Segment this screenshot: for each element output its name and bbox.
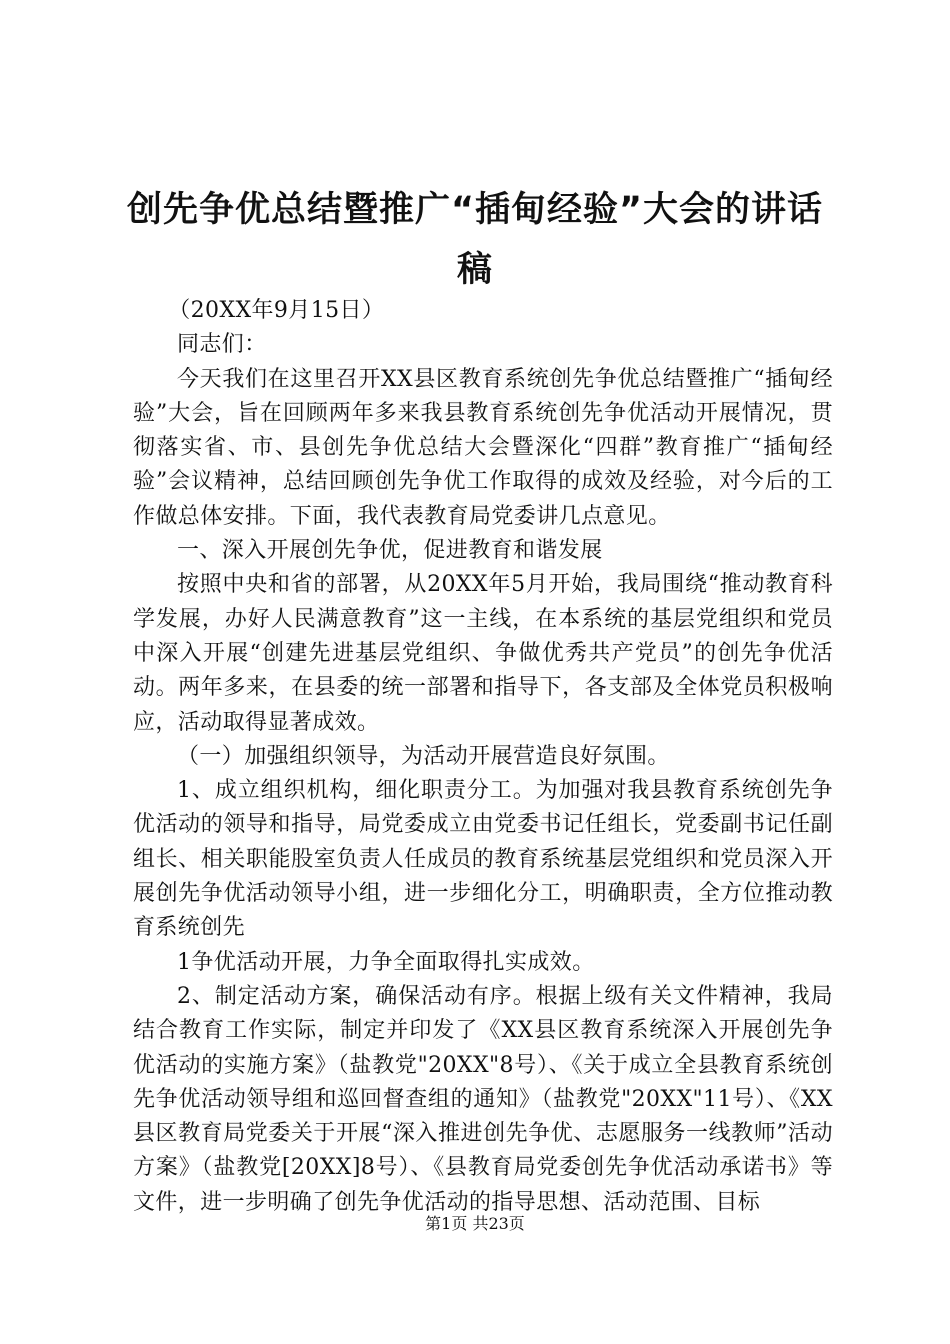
paragraph-section-1: 按照中央和省的部署，从20XX年5月开始，我局围绕“推动教育科学发展，办好人民满意教育”这一主线，在本系统的基层党组织和党员中深入开展“创建先进基层党组织、争做优秀共产党员”的创先争优活动。两年多来，在县委的统一部署和指导下，各支部及全体党员积极响应，活动取得显著成效。 xyxy=(133,572,833,735)
paragraph-intro: 今天我们在这里召开XX县区教育系统创先争优总结暨推广“插甸经验”大会，旨在回顾两年多来我县教育系统创先争优活动开展情况，贯彻落实省、市、县创先争优总结大会暨深化“四群”教育推广“插甸经验”会议精神，总结回顾创先争优工作取得的成效及经验，对今后的工作做总体安排。下面，我代表教育局党委讲几点意见。 xyxy=(133,366,833,529)
speech-date: （20XX年9月15日） xyxy=(168,298,385,323)
paragraph-item-2: 2、制定活动方案，确保活动有序。根据上级有关文件精神，我局结合教育工作实际，制定并印发了《XX县区教育系统深入开展创先争优活动的实施方案》（盐教党"20XX"8号）、《关于成立全县教育系统创先争优活动领导组和巡回督查组的通知》（盐教党"20XX"11号）、《XX县区教育局党委关于开展“深入推进创先争优、志愿服务一线教师”活动方案》（盐教党[20XX]8号）、《县教育局党委创先争优活动承诺书》等文件，进一步明确了创先争优活动的指导思想、活动范围、目标 xyxy=(133,983,833,1215)
salutation: 同志们： xyxy=(177,332,267,358)
subsection-heading-1: （一）加强组织领导，为活动开展营造良好氛围。 xyxy=(177,743,670,769)
document-title-line-1: 创先争优总结暨推广“插甸经验”大会的讲话 xyxy=(126,190,823,230)
document-body xyxy=(133,294,833,1220)
paragraph-item-1: 1、成立组织机构，细化职责分工。为加强对我县教育系统创先争优活动的领导和指导，局党委成立由党委书记任组长，党委副书记任副组长、相关职能股室负责人任成员的教育系统基层党组织和党员深入开展创先争优活动领导小组，进一步细化分工，明确职责，全方位推动教育系统创先 xyxy=(133,778,833,941)
section-heading-1: 一、深入开展创先争优，促进教育和谐发展 xyxy=(177,538,603,564)
paragraph-item-1-continued: 1争优活动开展，力争全面取得扎实成效。 xyxy=(177,949,595,975)
document-title-line-2: 稿 xyxy=(456,250,493,290)
page-footer: 第1页 共23页 xyxy=(425,1214,525,1233)
